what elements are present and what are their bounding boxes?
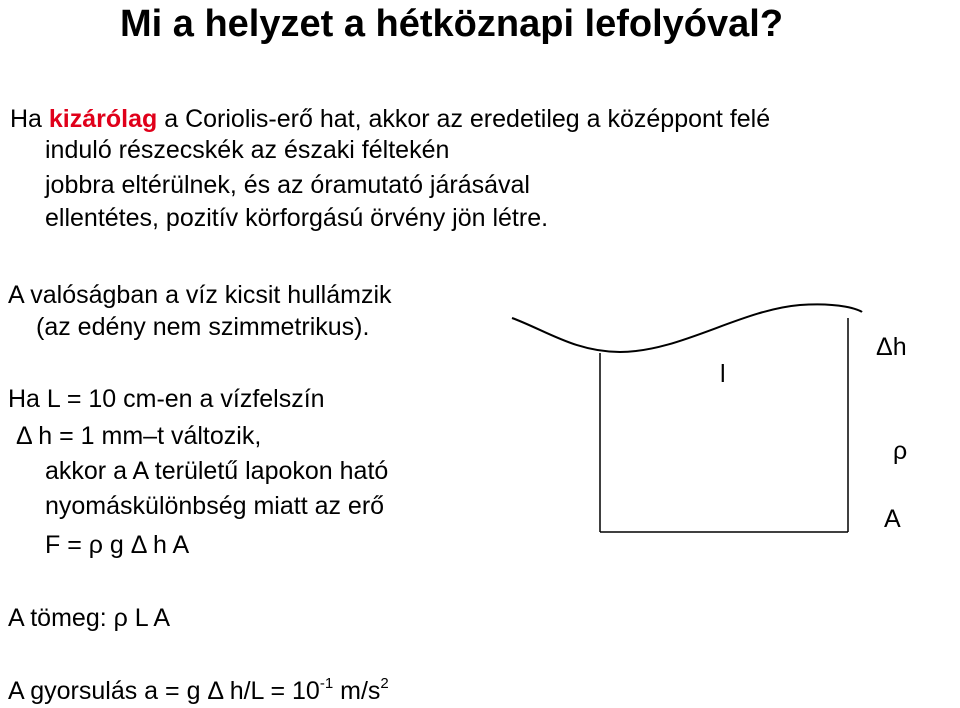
accel-base: A gyorsulás a = g Δ h/L = 10 bbox=[8, 677, 320, 705]
para2-line1: A valóságban a víz kicsit hullámzik bbox=[8, 281, 392, 309]
accel-exponent: -1 bbox=[319, 674, 334, 692]
para3-line4: nyomáskülönbség miatt az erő bbox=[45, 492, 385, 520]
diagram-label-delta-h: Δh bbox=[876, 333, 907, 361]
para3-line5: F = ρ g Δ h A bbox=[45, 531, 190, 559]
para2-line2: (az edény nem szimmetrikus). bbox=[36, 313, 370, 341]
para1-line3: jobbra eltérülnek, és az óramutató járásával bbox=[45, 171, 530, 199]
diagram-label-l: l bbox=[720, 360, 726, 388]
water-surface-curve bbox=[512, 304, 862, 352]
para1-line1-rest: a Coriolis-erő hat, akkor az eredetileg a középpont felé bbox=[157, 105, 771, 133]
diagram-label-rho: ρ bbox=[893, 437, 908, 465]
para3-line3: akkor a A területű lapokon ható bbox=[45, 457, 389, 485]
page-title: Mi a helyzet a hétköznapi lefolyóval? bbox=[120, 3, 784, 45]
accel-unit: m/s bbox=[333, 677, 381, 705]
mass-formula: A tömeg: ρ L A bbox=[8, 604, 170, 632]
para3-line2: Δ h = 1 mm–t változik, bbox=[16, 422, 262, 450]
para1-line2: induló részecskék az északi féltekén bbox=[45, 136, 450, 164]
para3-line1: Ha L = 10 cm-en a vízfelszín bbox=[8, 385, 325, 413]
para1-prefix: Ha bbox=[10, 105, 49, 133]
para1-line4: ellentétes, pozitív körforgású örvény jön létre. bbox=[45, 204, 549, 232]
diagram-label-area: A bbox=[884, 505, 901, 533]
unit-exponent: 2 bbox=[380, 674, 389, 692]
para1-highlight: kizárólag bbox=[48, 105, 158, 133]
